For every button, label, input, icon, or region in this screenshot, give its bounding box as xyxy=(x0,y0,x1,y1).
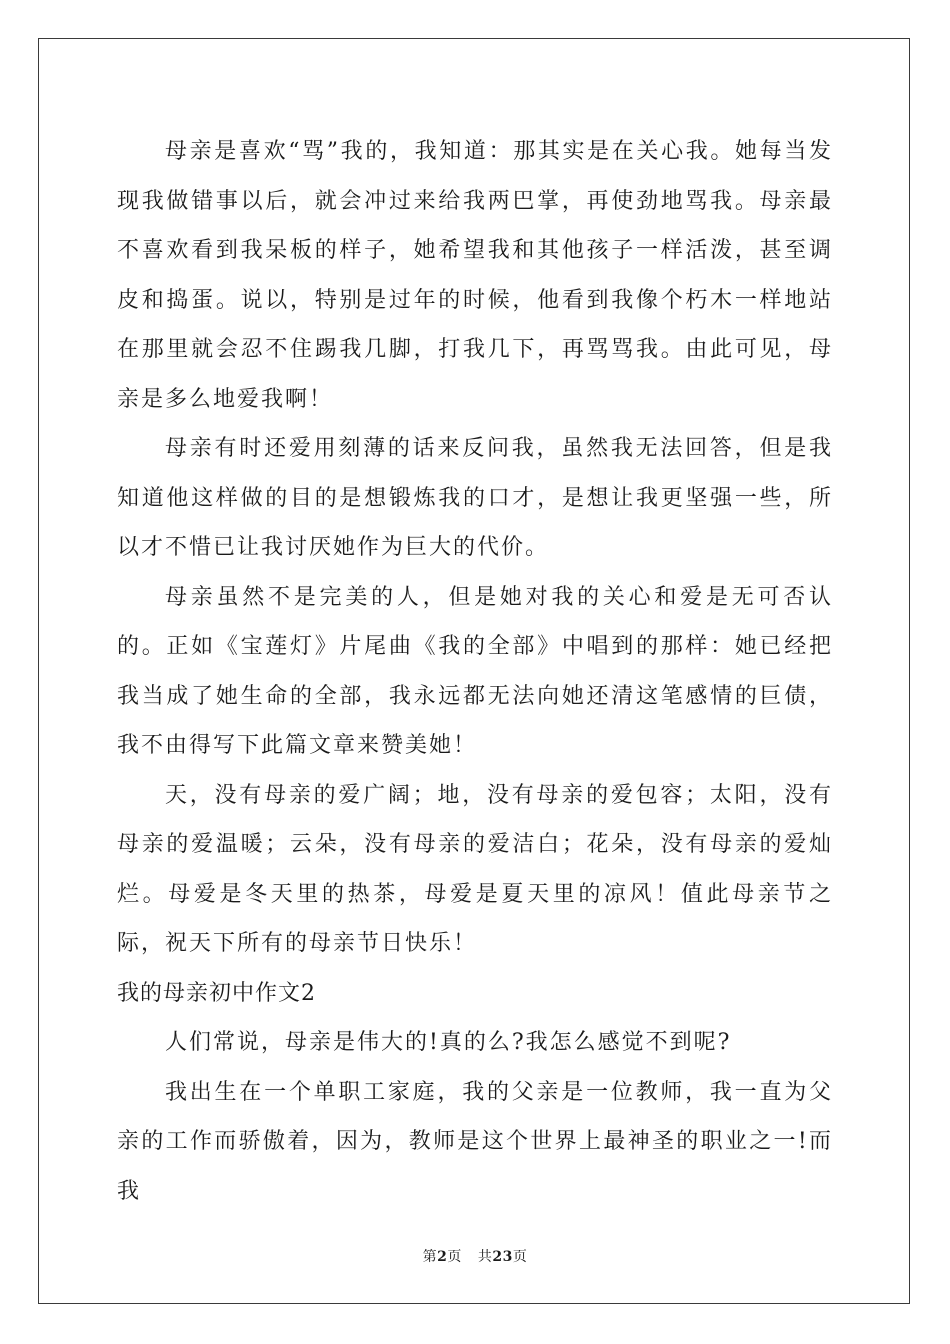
total-suffix: 页 xyxy=(512,1249,528,1265)
page-number: 2 xyxy=(437,1249,448,1265)
page-footer xyxy=(0,1246,950,1266)
paragraph: 母亲有时还爱用刻薄的话来反问我，虽然我无法回答，但是我知道他这样做的目的是想锻炼我的口才，是想让我更坚强一些，所以才不惜已让我讨厌她作为巨大的代价。 xyxy=(117,436,833,560)
total-prefix: 共 xyxy=(477,1249,493,1265)
paragraph: 人们常说，母亲是伟大的!真的么?我怎么感觉不到呢? xyxy=(165,1030,732,1055)
document-body xyxy=(117,127,833,1216)
page-suffix: 页 xyxy=(447,1249,462,1265)
paragraph: 母亲虽然不是完美的人，但是她对我的关心和爱是无可否认的。正如《宝莲灯》片尾曲《我的全部》中唱到的那样：她已经把我当成了她生命的全部，我永远都无法向她还清这笔感情的巨债，我不由得写下此篇文章来赞美她！ xyxy=(117,584,833,758)
paragraph: 母亲是喜欢“骂”我的，我知道：那其实是在关心我。她每当发现我做错事以后，就会冲过来给我两巴掌，再使劲地骂我。母亲最不喜欢看到我呆板的样子，她希望我和其他孩子一样活泼，甚至调皮和捣蛋。说以，特别是过年的时候，他看到我像个朽木一样地站在那里就会忍不住踢我几脚，打我几下，再骂骂我。由此可见，母亲是多么地爱我啊！ xyxy=(117,139,833,412)
section-title: 我的母亲初中作文2 xyxy=(117,980,316,1006)
page-prefix: 第 xyxy=(422,1249,438,1265)
paragraph: 天，没有母亲的爱广阔；地，没有母亲的爱包容；太阳，没有母亲的爱温暖；云朵，没有母亲的爱洁白；花朵，没有母亲的爱灿烂。母爱是冬天里的热茶，母爱是夏天里的凉风！值此母亲节之际，祝天下所有的母亲节日快乐！ xyxy=(117,782,833,956)
paragraph: 我出生在一个单职工家庭，我的父亲是一位教师，我一直为父亲的工作而骄傲着，因为，教师是这个世界上最神圣的职业之一!而我 xyxy=(117,1079,833,1204)
total-pages: 23 xyxy=(492,1249,513,1265)
